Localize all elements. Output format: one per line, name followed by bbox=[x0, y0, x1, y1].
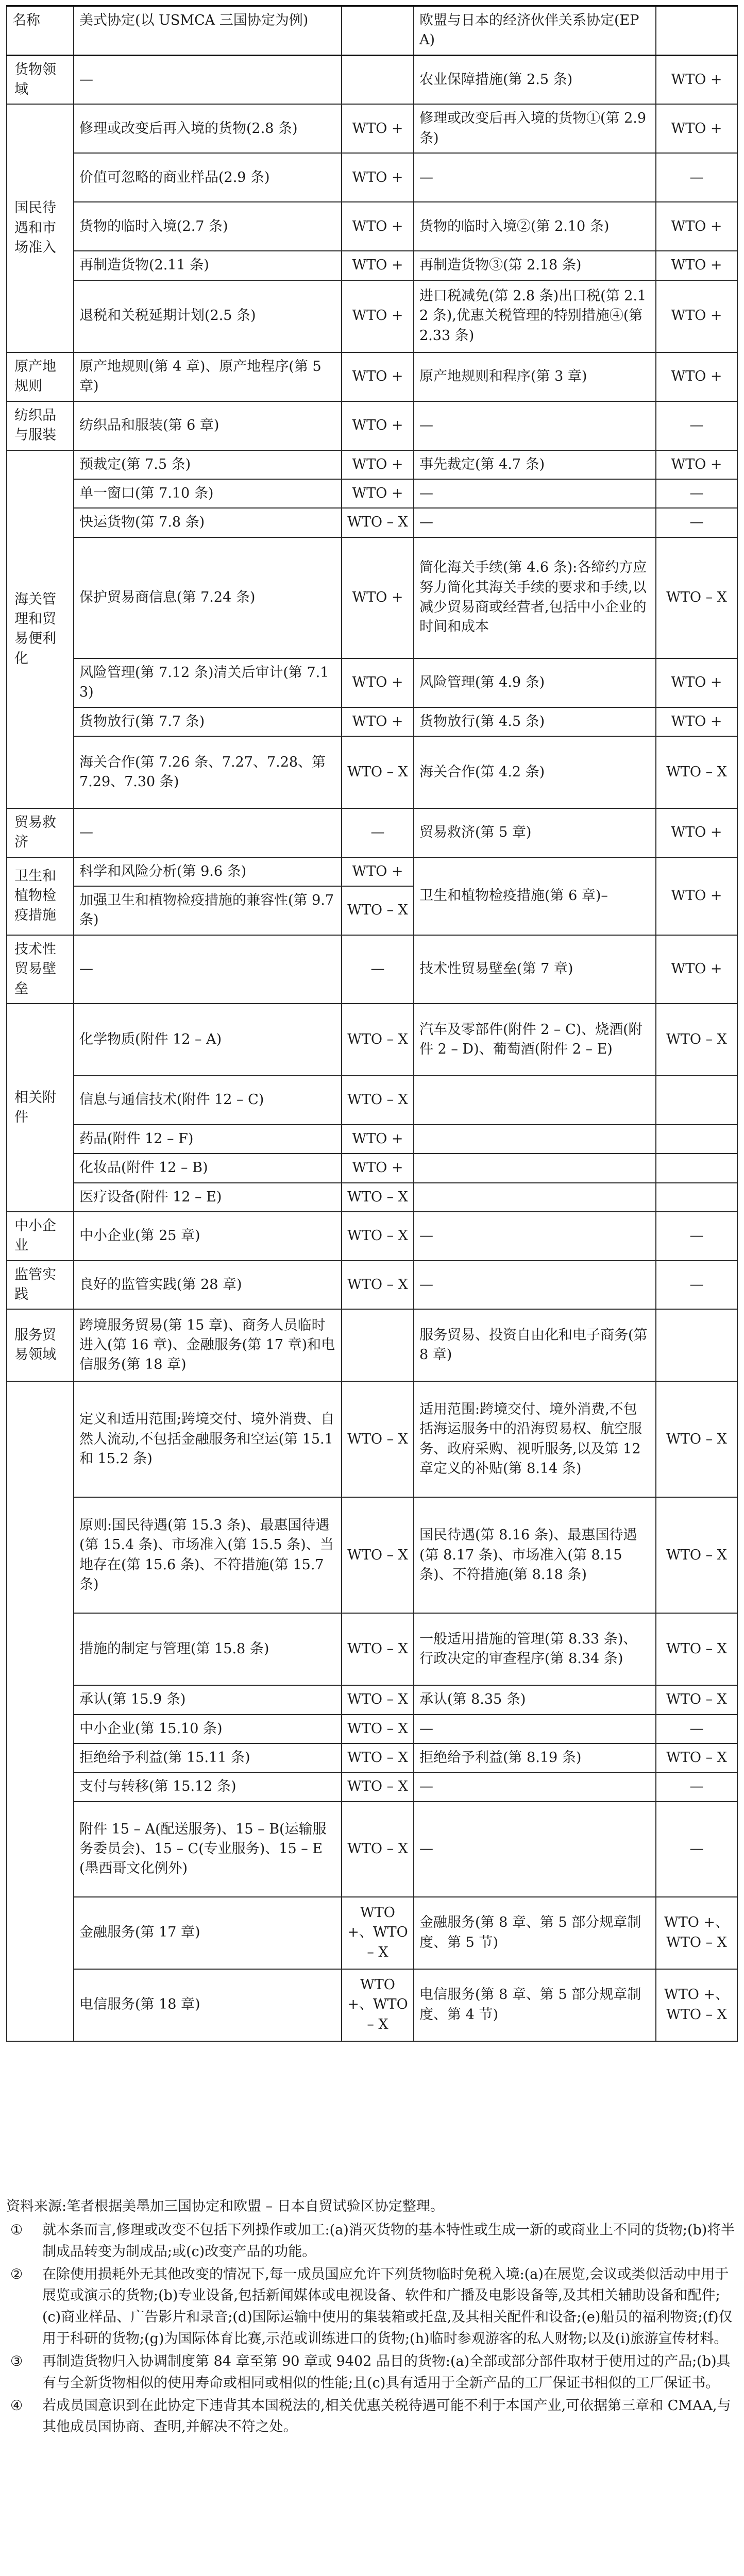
usmca-status: WTO – X bbox=[342, 1772, 414, 1801]
epa-provision: — bbox=[414, 1261, 656, 1310]
epa-status: WTO – X bbox=[656, 1381, 737, 1497]
epa-status: WTO + bbox=[656, 55, 737, 104]
table-row bbox=[7, 1309, 737, 1381]
epa-status: — bbox=[656, 401, 737, 450]
epa-status bbox=[656, 1076, 737, 1125]
footnote-number: ① bbox=[10, 2222, 23, 2238]
header-usmca: 美式协定(以 USMCA 三国协定为例) bbox=[74, 6, 342, 56]
table-row bbox=[7, 1715, 737, 1743]
usmca-status: — bbox=[342, 935, 414, 1004]
table-row bbox=[7, 1212, 737, 1261]
table-row bbox=[7, 935, 737, 1004]
epa-provision: 拒绝给予利益(第 8.19 条) bbox=[414, 1743, 656, 1772]
table-row bbox=[7, 153, 737, 202]
epa-status: — bbox=[656, 153, 737, 202]
usmca-status: WTO – X bbox=[342, 736, 414, 808]
table-row bbox=[7, 1772, 737, 1801]
usmca-provision: 退税和关税延期计划(2.5 条) bbox=[74, 280, 342, 352]
group-name: 原产地规则 bbox=[7, 352, 74, 401]
epa-provision bbox=[414, 1154, 656, 1182]
footnote-text: 就本条而言,修理或改变不包括下列操作或加工:(a)消灭货物的基本特性或生成一新的或商业上不同的货物;(b)将半制成品转变为制成品;或(c)改变产品的功能。 bbox=[42, 2222, 735, 2260]
group-name: 纺织品与服装 bbox=[7, 401, 74, 450]
usmca-status: WTO + bbox=[342, 202, 414, 251]
comparison-table bbox=[6, 5, 738, 2042]
table-row bbox=[7, 479, 737, 508]
usmca-provision: — bbox=[74, 935, 342, 1004]
group-name: 国民待遇和市场准入 bbox=[7, 104, 74, 352]
epa-status: WTO + bbox=[656, 450, 737, 479]
epa-provision: 适用范围:跨境交付、境外消费,不包括海运服务中的沿海贸易权、航空服务、政府采购、视听服务,以及第 12 章定义的补贴(第 8.14 条) bbox=[414, 1381, 656, 1497]
epa-status: — bbox=[656, 508, 737, 537]
usmca-status: WTO – X bbox=[342, 1802, 414, 1897]
epa-status: — bbox=[656, 479, 737, 508]
epa-provision: — bbox=[414, 1802, 656, 1897]
header-epa: 欧盟与日本的经济伙伴关系协定(EPA) bbox=[414, 6, 656, 56]
epa-provision: — bbox=[414, 508, 656, 537]
table-row bbox=[7, 857, 737, 886]
epa-status: WTO – X bbox=[656, 1685, 737, 1714]
group-name: 海关管理和贸易便利化 bbox=[7, 450, 74, 808]
usmca-provision: 良好的监管实践(第 28 章) bbox=[74, 1261, 342, 1310]
usmca-status bbox=[342, 1309, 414, 1381]
table-row bbox=[7, 1381, 737, 1497]
usmca-status: WTO + bbox=[342, 251, 414, 280]
usmca-provision: 电信服务(第 18 章) bbox=[74, 1969, 342, 2041]
epa-provision: 货物的临时入境②(第 2.10 条) bbox=[414, 202, 656, 251]
epa-status: WTO +、WTO – X bbox=[656, 1969, 737, 2041]
usmca-status: WTO – X bbox=[342, 1004, 414, 1076]
table-row bbox=[7, 1125, 737, 1154]
epa-status: — bbox=[656, 1715, 737, 1743]
epa-status: WTO + bbox=[656, 104, 737, 153]
usmca-status: WTO + bbox=[342, 1125, 414, 1154]
usmca-provision: 原产地规则(第 4 章)、原产地程序(第 5 章) bbox=[74, 352, 342, 401]
usmca-status: WTO – X bbox=[342, 1715, 414, 1743]
usmca-provision: 加强卫生和植物检疫措施的兼容性(第 9.7 条) bbox=[74, 886, 342, 935]
usmca-provision: 化学物质(附件 12 – A) bbox=[74, 1004, 342, 1076]
table-row bbox=[7, 1743, 737, 1772]
usmca-provision: 纺织品和服装(第 6 章) bbox=[74, 401, 342, 450]
table-row bbox=[7, 55, 737, 104]
table-row bbox=[7, 1261, 737, 1310]
epa-provision bbox=[414, 1183, 656, 1212]
epa-status: WTO – X bbox=[656, 1743, 737, 1772]
table-row bbox=[7, 808, 737, 857]
table-row bbox=[7, 1183, 737, 1212]
epa-status: — bbox=[656, 1772, 737, 1801]
group-name: 技术性贸易壁垒 bbox=[7, 935, 74, 1004]
table-row bbox=[7, 707, 737, 736]
table-row bbox=[7, 280, 737, 352]
usmca-status: WTO + bbox=[342, 857, 414, 886]
epa-provision: — bbox=[414, 479, 656, 508]
epa-status: WTO +、WTO – X bbox=[656, 1897, 737, 1969]
epa-status: WTO – X bbox=[656, 1497, 737, 1613]
epa-provision: 原产地规则和程序(第 3 章) bbox=[414, 352, 656, 401]
epa-provision: 国民待遇(第 8.16 条)、最惠国待遇(第 8.17 条)、市场准入(第 8.15 条)、不符措施(第 8.18 条) bbox=[414, 1497, 656, 1613]
usmca-status: WTO – X bbox=[342, 1743, 414, 1772]
footnote-number: ② bbox=[10, 2266, 23, 2282]
usmca-provision: 支付与转移(第 15.12 条) bbox=[74, 1772, 342, 1801]
usmca-provision: 再制造货物(2.11 条) bbox=[74, 251, 342, 280]
group-name: 服务贸易领域 bbox=[7, 1309, 74, 1381]
group-name: 卫生和植物检疫措施 bbox=[7, 857, 74, 935]
usmca-status: WTO + bbox=[342, 479, 414, 508]
epa-status bbox=[656, 1154, 737, 1182]
usmca-status: WTO + bbox=[342, 450, 414, 479]
epa-status bbox=[656, 1125, 737, 1154]
footnote-number: ④ bbox=[10, 2397, 23, 2414]
footnote-text: 在除使用损耗外无其他改变的情况下,每一成员国应允许下列货物临时免税入境:(a)在展览,会议或类似活动中用于展览或演示的货物;(b)专业设备,包括新闻媒体或电视设备、软件和广播及电影设备等,及其相关辅助设备和配件;(c)商业样品、广告影片和录音;(d)国际运输中使用的集装箱或托盘,及其相关配件和设备;(e)船员的福利物资;(f)仅用于科研的货物;(g)为国际体育比赛,示范或训练进口的货物;(h)临时参观游客的私人财物;以及(i)旅游宣传材料。 bbox=[42, 2266, 733, 2347]
epa-provision: 卫生和植物检疫措施(第 6 章)– bbox=[414, 857, 656, 935]
epa-provision: 承认(第 8.35 条) bbox=[414, 1685, 656, 1714]
epa-provision: 技术性贸易壁垒(第 7 章) bbox=[414, 935, 656, 1004]
table-row bbox=[7, 1613, 737, 1685]
table-row bbox=[7, 401, 737, 450]
usmca-status bbox=[342, 55, 414, 104]
usmca-provision: 原则:国民待遇(第 15.3 条)、最惠国待遇(第 15.4 条)、市场准入(第 15.5 条)、当地存在(第 15.6 条)、不符措施(第 15.7 条) bbox=[74, 1497, 342, 1613]
usmca-status: WTO + bbox=[342, 280, 414, 352]
footnote bbox=[6, 2351, 737, 2394]
usmca-status: WTO – X bbox=[342, 1261, 414, 1310]
usmca-provision: 中小企业(第 25 章) bbox=[74, 1212, 342, 1261]
usmca-provision: 承认(第 15.9 条) bbox=[74, 1685, 342, 1714]
group-name: 监管实践 bbox=[7, 1261, 74, 1310]
usmca-status: WTO + bbox=[342, 707, 414, 736]
epa-status: WTO + bbox=[656, 857, 737, 935]
epa-provision: 风险管理(第 4.9 条) bbox=[414, 658, 656, 707]
usmca-status: WTO + bbox=[342, 401, 414, 450]
epa-provision: 汽车及零部件(附件 2 – C)、烧酒(附件 2 – D)、葡萄酒(附件 2 – E) bbox=[414, 1004, 656, 1076]
epa-provision: — bbox=[414, 153, 656, 202]
epa-provision: — bbox=[414, 1772, 656, 1801]
usmca-provision: — bbox=[74, 55, 342, 104]
usmca-status: WTO – X bbox=[342, 1685, 414, 1714]
usmca-status: WTO – X bbox=[342, 1183, 414, 1212]
usmca-provision: 信息与通信技术(附件 12 – C) bbox=[74, 1076, 342, 1125]
usmca-status: WTO – X bbox=[342, 1497, 414, 1613]
table-row bbox=[7, 1802, 737, 1897]
epa-status: WTO – X bbox=[656, 736, 737, 808]
table-row bbox=[7, 352, 737, 401]
epa-provision: 电信服务(第 8 章、第 5 部分规章制度、第 4 节) bbox=[414, 1969, 656, 2041]
usmca-provision: 价值可忽略的商业样品(2.9 条) bbox=[74, 153, 342, 202]
usmca-provision: 措施的制定与管理(第 15.8 条) bbox=[74, 1613, 342, 1685]
table-notes bbox=[6, 2196, 737, 2439]
epa-provision bbox=[414, 1125, 656, 1154]
epa-status: — bbox=[656, 1802, 737, 1897]
usmca-status: WTO +、WTO – X bbox=[342, 1897, 414, 1969]
usmca-status: WTO + bbox=[342, 352, 414, 401]
usmca-provision: 海关合作(第 7.26 条、7.27、7.28、第 7.29、7.30 条) bbox=[74, 736, 342, 808]
usmca-status: WTO – X bbox=[342, 886, 414, 935]
source-note: 资料来源:笔者根据美墨加三国协定和欧盟 – 日本自贸试验区协定整理。 bbox=[6, 2198, 444, 2214]
table-row bbox=[7, 1004, 737, 1076]
usmca-status: WTO – X bbox=[342, 1212, 414, 1261]
header-name: 名称 bbox=[7, 6, 74, 56]
table-row bbox=[7, 1969, 737, 2041]
table-row bbox=[7, 1497, 737, 1613]
table-row bbox=[7, 251, 737, 280]
usmca-provision: 预裁定(第 7.5 条) bbox=[74, 450, 342, 479]
footnote bbox=[6, 2395, 737, 2438]
usmca-provision: 金融服务(第 17 章) bbox=[74, 1897, 342, 1969]
epa-provision: 简化海关手续(第 4.6 条):各缔约方应努力简化其海关手续的要求和手续,以减少贸易商或经营者,包括中小企业的时间和成本 bbox=[414, 537, 656, 658]
usmca-status: WTO + bbox=[342, 537, 414, 658]
epa-provision: 货物放行(第 4.5 条) bbox=[414, 707, 656, 736]
usmca-provision: 货物放行(第 7.7 条) bbox=[74, 707, 342, 736]
table-row bbox=[7, 508, 737, 537]
group-name: 相关附件 bbox=[7, 1004, 74, 1212]
usmca-status: WTO + bbox=[342, 153, 414, 202]
epa-status: WTO + bbox=[656, 251, 737, 280]
table-row bbox=[7, 450, 737, 479]
epa-provision: 一般适用措施的管理(第 8.33 条)、行政决定的审查程序(第 8.34 条) bbox=[414, 1613, 656, 1685]
epa-provision: 事先裁定(第 4.7 条) bbox=[414, 450, 656, 479]
table-row bbox=[7, 736, 737, 808]
epa-provision: 服务贸易、投资自由化和电子商务(第 8 章) bbox=[414, 1309, 656, 1381]
epa-status: WTO + bbox=[656, 808, 737, 857]
epa-status: WTO + bbox=[656, 935, 737, 1004]
epa-status: WTO + bbox=[656, 658, 737, 707]
epa-provision: 金融服务(第 8 章、第 5 部分规章制度、第 5 节) bbox=[414, 1897, 656, 1969]
epa-provision bbox=[414, 1076, 656, 1125]
epa-status: WTO – X bbox=[656, 1613, 737, 1685]
footnote bbox=[6, 2264, 737, 2350]
usmca-provision: 化妆品(附件 12 – B) bbox=[74, 1154, 342, 1182]
usmca-provision: 保护贸易商信息(第 7.24 条) bbox=[74, 537, 342, 658]
epa-status bbox=[656, 1183, 737, 1212]
usmca-provision: — bbox=[74, 808, 342, 857]
epa-status: WTO + bbox=[656, 202, 737, 251]
epa-provision: 农业保障措施(第 2.5 条) bbox=[414, 55, 656, 104]
epa-provision: 贸易救济(第 5 章) bbox=[414, 808, 656, 857]
usmca-provision: 科学和风险分析(第 9.6 条) bbox=[74, 857, 342, 886]
epa-provision: 再制造货物③(第 2.18 条) bbox=[414, 251, 656, 280]
table-row bbox=[7, 1897, 737, 1969]
epa-status bbox=[656, 1309, 737, 1381]
usmca-provision: 跨境服务贸易(第 15 章)、商务人员临时进入(第 16 章)、金融服务(第 17 章)和电信服务(第 18 章) bbox=[74, 1309, 342, 1381]
usmca-provision: 附件 15 – A(配送服务)、15 – B(运输服务委员会)、15 – C(专业服务)、15 – E(墨西哥文化例外) bbox=[74, 1802, 342, 1897]
usmca-provision: 快运货物(第 7.8 条) bbox=[74, 508, 342, 537]
usmca-provision: 定义和适用范围;跨境交付、境外消费、自然人流动,不包括金融服务和空运(第 15.1 和 15.2 条) bbox=[74, 1381, 342, 1497]
usmca-status: WTO – X bbox=[342, 1613, 414, 1685]
footnote bbox=[6, 2219, 737, 2263]
table-row bbox=[7, 1154, 737, 1182]
epa-provision: — bbox=[414, 1212, 656, 1261]
usmca-provision: 货物的临时入境(2.7 条) bbox=[74, 202, 342, 251]
epa-status: WTO + bbox=[656, 707, 737, 736]
usmca-status: WTO – X bbox=[342, 1381, 414, 1497]
header-epa-status bbox=[656, 6, 737, 56]
footnote-text: 若成员国意识到在此协定下违背其本国税法的,相关优惠关税待遇可能不利于本国产业,可依据第三章和 CMAA,与其他成员国协商、查明,并解决不符之处。 bbox=[42, 2397, 731, 2435]
usmca-status: WTO + bbox=[342, 104, 414, 153]
usmca-status: WTO – X bbox=[342, 508, 414, 537]
table-row bbox=[7, 104, 737, 153]
epa-status: WTO – X bbox=[656, 537, 737, 658]
epa-provision: — bbox=[414, 1715, 656, 1743]
header-usmca-status bbox=[342, 6, 414, 56]
table-row bbox=[7, 658, 737, 707]
usmca-provision: 医疗设备(附件 12 – E) bbox=[74, 1183, 342, 1212]
usmca-provision: 药品(附件 12 – F) bbox=[74, 1125, 342, 1154]
group-name: 贸易救济 bbox=[7, 808, 74, 857]
footnote-number: ③ bbox=[10, 2353, 23, 2369]
footnote-text: 再制造货物归入协调制度第 84 章至第 90 章或 9402 品目的货物:(a)全部或部分部件取材于使用过的产品;(b)具有与全新货物相似的使用寿命或相同或相似的性能;且(c)具有适用于全新产品的工厂保证书相似的工厂保证书。 bbox=[42, 2353, 731, 2391]
group-name: 中小企业 bbox=[7, 1212, 74, 1261]
table-row bbox=[7, 1076, 737, 1125]
table-row bbox=[7, 537, 737, 658]
group-name: 货物领域 bbox=[7, 55, 74, 104]
usmca-provision: 拒绝给予利益(第 15.11 条) bbox=[74, 1743, 342, 1772]
usmca-provision: 修理或改变后再入境的货物(2.8 条) bbox=[74, 104, 342, 153]
epa-status: WTO + bbox=[656, 352, 737, 401]
epa-provision: 修理或改变后再入境的货物①(第 2.9 条) bbox=[414, 104, 656, 153]
usmca-status: WTO + bbox=[342, 658, 414, 707]
usmca-status: WTO – X bbox=[342, 1076, 414, 1125]
table-row bbox=[7, 1685, 737, 1714]
group-name-blank bbox=[7, 1381, 74, 2041]
usmca-status: WTO + bbox=[342, 1154, 414, 1182]
epa-provision: 海关合作(第 4.2 条) bbox=[414, 736, 656, 808]
header-row bbox=[7, 6, 737, 56]
epa-status: — bbox=[656, 1261, 737, 1310]
usmca-provision: 中小企业(第 15.10 条) bbox=[74, 1715, 342, 1743]
epa-provision: — bbox=[414, 401, 656, 450]
usmca-provision: 单一窗口(第 7.10 条) bbox=[74, 479, 342, 508]
epa-status: WTO – X bbox=[656, 1004, 737, 1076]
usmca-status: WTO +、WTO – X bbox=[342, 1969, 414, 2041]
usmca-status: — bbox=[342, 808, 414, 857]
epa-status: — bbox=[656, 1212, 737, 1261]
epa-status: WTO + bbox=[656, 280, 737, 352]
table-row bbox=[7, 202, 737, 251]
usmca-provision: 风险管理(第 7.12 条)清关后审计(第 7.13) bbox=[74, 658, 342, 707]
epa-provision: 进口税减免(第 2.8 条)出口税(第 2.12 条),优惠关税管理的特别措施④(第 2.33 条) bbox=[414, 280, 656, 352]
